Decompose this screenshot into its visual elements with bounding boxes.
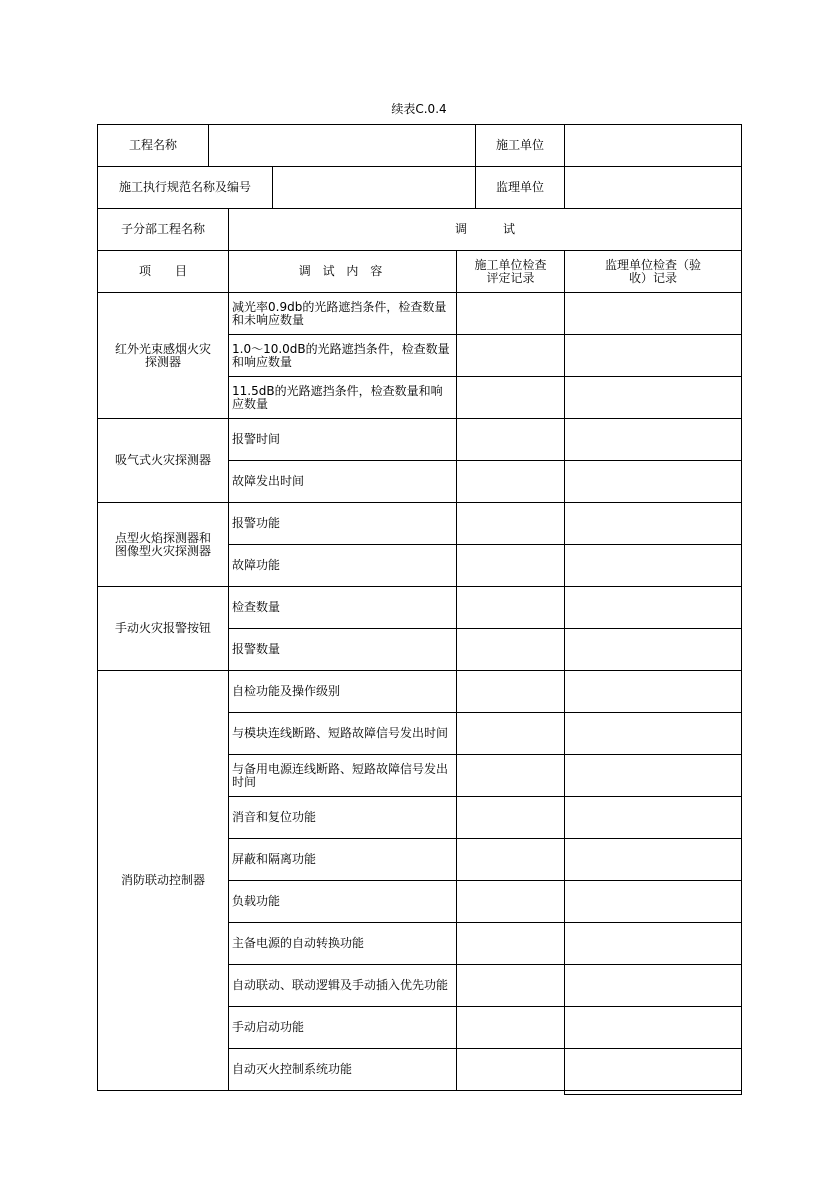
supervision-check-cell[interactable] [565, 923, 742, 965]
construction-unit-field[interactable] [565, 125, 742, 167]
test-content: 报警时间 [229, 419, 457, 461]
supervision-check-cell[interactable] [565, 503, 742, 545]
construction-check-cell[interactable] [457, 335, 565, 377]
construction-check-cell[interactable] [457, 461, 565, 503]
test-content: 自动灭火控制系统功能 [229, 1049, 457, 1091]
test-content: 检查数量 [229, 587, 457, 629]
test-content: 自检功能及操作级别 [229, 671, 457, 713]
test-content: 报警数量 [229, 629, 457, 671]
table-row [98, 587, 742, 629]
supervision-check-cell[interactable] [565, 419, 742, 461]
project-row [98, 125, 742, 167]
construction-check-cell[interactable] [457, 713, 565, 755]
table-row [98, 503, 742, 545]
supervision-check-cell[interactable] [565, 839, 742, 881]
construction-check-cell[interactable] [457, 629, 565, 671]
inspection-table [97, 124, 742, 1091]
supervision-check-cell[interactable] [565, 881, 742, 923]
supervision-check-cell[interactable] [565, 377, 742, 419]
table-row [98, 671, 742, 713]
supervision-check-cell[interactable] [565, 587, 742, 629]
subproject-value: 调 试 [229, 209, 742, 251]
subproject-row [98, 209, 742, 251]
project-name-field[interactable] [209, 125, 476, 167]
spec-row [98, 167, 742, 209]
subproject-label: 子分部工程名称 [98, 209, 229, 251]
item-name: 吸气式火灾探测器 [98, 419, 229, 503]
table-caption: 续表C.0.4 [391, 102, 447, 116]
item-name: 手动火灾报警按钮 [98, 587, 229, 671]
spec-label: 施工执行规范名称及编号 [98, 167, 273, 209]
test-content: 故障功能 [229, 545, 457, 587]
construction-check-cell[interactable] [457, 587, 565, 629]
test-content: 消音和复位功能 [229, 797, 457, 839]
construction-check-cell[interactable] [457, 377, 565, 419]
project-name-label: 工程名称 [98, 125, 209, 167]
construction-check-cell[interactable] [457, 797, 565, 839]
supervision-check-cell[interactable] [565, 965, 742, 1007]
construction-check-cell[interactable] [457, 293, 565, 335]
supervision-check-cell[interactable] [565, 461, 742, 503]
construction-check-cell[interactable] [457, 881, 565, 923]
extra-cell-border [564, 1090, 742, 1095]
test-content: 屏蔽和隔离功能 [229, 839, 457, 881]
construction-check-cell[interactable] [457, 923, 565, 965]
test-content: 故障发出时间 [229, 461, 457, 503]
construction-unit-label: 施工单位 [476, 125, 565, 167]
test-content: 与备用电源连线断路、短路故障信号发出时间 [229, 755, 457, 797]
item-name: 红外光束感烟火灾探测器 [98, 293, 229, 419]
construction-check-cell[interactable] [457, 839, 565, 881]
construction-check-cell[interactable] [457, 965, 565, 1007]
spec-field[interactable] [273, 167, 476, 209]
construction-check-cell[interactable] [457, 503, 565, 545]
supervision-check-cell[interactable] [565, 629, 742, 671]
test-content: 自动联动、联动逻辑及手动插入优先功能 [229, 965, 457, 1007]
construction-check-cell[interactable] [457, 1007, 565, 1049]
supervision-check-cell[interactable] [565, 1049, 742, 1091]
supervision-check-cell[interactable] [565, 713, 742, 755]
construction-check-cell[interactable] [457, 1049, 565, 1091]
supervision-check-cell[interactable] [565, 797, 742, 839]
test-content: 负载功能 [229, 881, 457, 923]
test-content: 与模块连线断路、短路故障信号发出时间 [229, 713, 457, 755]
supervision-unit-label: 监理单位 [476, 167, 565, 209]
table-row [98, 419, 742, 461]
supervision-check-header: 监理单位检查（验收）记录 [565, 251, 742, 293]
item-name: 点型火焰探测器和图像型火灾探测器 [98, 503, 229, 587]
test-content: 减光率0.9db的光路遮挡条件，检查数量和未响应数量 [229, 293, 457, 335]
construction-check-cell[interactable] [457, 419, 565, 461]
construction-check-cell[interactable] [457, 755, 565, 797]
test-content: 手动启动功能 [229, 1007, 457, 1049]
supervision-check-cell[interactable] [565, 671, 742, 713]
column-header-row [98, 251, 742, 293]
construction-check-header: 施工单位检查评定记录 [457, 251, 565, 293]
supervision-check-cell[interactable] [565, 1007, 742, 1049]
test-content: 报警功能 [229, 503, 457, 545]
supervision-check-cell[interactable] [565, 335, 742, 377]
item-header: 项 目 [98, 251, 229, 293]
construction-check-cell[interactable] [457, 671, 565, 713]
test-content: 1.0～10.0dB的光路遮挡条件，检查数量和响应数量 [229, 335, 457, 377]
supervision-check-cell[interactable] [565, 293, 742, 335]
supervision-check-cell[interactable] [565, 545, 742, 587]
test-content: 主备电源的自动转换功能 [229, 923, 457, 965]
test-content: 11.5dB的光路遮挡条件，检查数量和响应数量 [229, 377, 457, 419]
construction-check-cell[interactable] [457, 545, 565, 587]
content-header: 调 试 内 容 [229, 251, 457, 293]
supervision-unit-field[interactable] [565, 167, 742, 209]
item-name: 消防联动控制器 [98, 671, 229, 1091]
table-row [98, 293, 742, 335]
supervision-check-cell[interactable] [565, 755, 742, 797]
